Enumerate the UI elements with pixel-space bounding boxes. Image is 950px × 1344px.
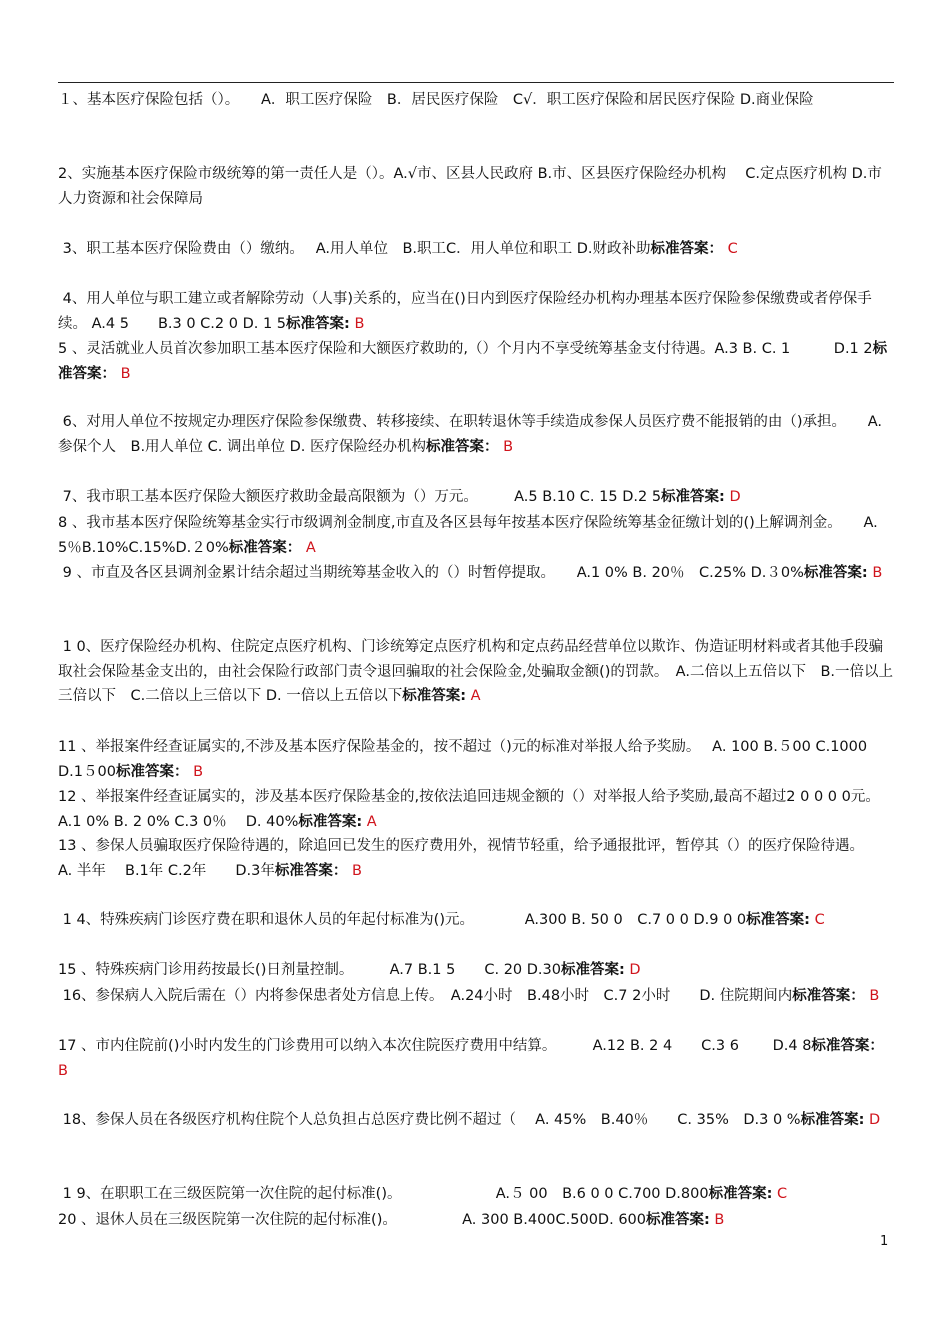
answer-label: 标准答案： <box>811 1038 884 1054</box>
answer-value: D <box>869 1112 881 1128</box>
answer-label: 标准答案: <box>286 315 350 332</box>
answer-value: A <box>470 688 481 704</box>
question-8 <box>58 511 894 560</box>
answer-value: B <box>58 1062 68 1079</box>
question-16 <box>58 984 894 1009</box>
answer-label: 标准答案： <box>274 862 348 879</box>
answer-value: D <box>729 489 741 505</box>
question-text: 1 0、医疗保险经办机构、住院定点医疗机构、门诊统筹定点医疗机构和定点药品经营单位以欺诈、伪造证明材料或者其他手段骗取社会保险基金支出的，由社会保险行政部门责令退回骗取的社会保险金,处骗取金额()的罚款。 A.二倍以上五倍以下 B.一倍以上三倍以下 C.二倍以上三倍以下 D. 一倍以上五倍以下 <box>58 639 893 704</box>
question-text: １、基本医疗保险包括（）。 A．职工医疗保险 B．居民医疗保险 C√．职工医疗保险和居民医疗保险 D.商业保险 <box>58 92 814 108</box>
question-5 <box>58 337 894 386</box>
answer-label: 标准答案： <box>426 438 499 455</box>
question-text: 11 、举报案件经查证属实的,不涉及基本医疗保险基金的，按不超过（)元的标准对举报人给予奖励。 A. 100 B.５00 C.1000 D.1５00 <box>58 739 872 780</box>
question-7 <box>58 485 894 510</box>
question-text: 17 、市内住院前()小时内发生的门诊费用可以纳入本次住院医疗费用中结算。 A.12 B. 2 4 C.3 6 D.4 8 <box>58 1038 812 1054</box>
answer-label: 标准答案: <box>746 912 810 928</box>
question-text: 1 9、在职职工在三级医院第一次住院的起付标准()。 A.５ 00 B.6 0 0 C.700 D.800 <box>58 1186 709 1202</box>
question-17 <box>58 1034 894 1083</box>
answer-label: 标准答案： <box>115 763 189 780</box>
question-text: 9 、市直及各区县调剂金累计结余超过当期统筹基金收入的（）时暂停提取。 A.1 0% B. 20％ C.25% D.３0% <box>58 565 804 581</box>
answer-label: 标准答案: <box>800 1112 865 1128</box>
answer-value: B <box>714 1212 725 1228</box>
page-number: 1 <box>880 1234 889 1249</box>
question-1 <box>58 88 894 113</box>
answer-label: 标准答案: <box>803 565 868 581</box>
question-20 <box>58 1208 894 1233</box>
question-11 <box>58 735 894 784</box>
answer-value: D <box>629 962 641 978</box>
question-text: 8 、我市基本医疗保险统筹基金实行市级调剂金制度,市直及各区县每年按基本医疗保险统筹基金征缴计划的()上解调剂金。 A. 5％B.10%C.15%D.２0% <box>58 515 883 556</box>
answer-label: 标准答案： <box>792 988 865 1004</box>
answer-label: 标准答案: <box>402 688 467 704</box>
question-12 <box>58 785 902 834</box>
question-14 <box>58 908 894 933</box>
question-15 <box>58 958 894 983</box>
answer-label: 标准答案: <box>646 1212 710 1228</box>
answer-label: 标准答案： <box>228 539 302 556</box>
question-2 <box>58 162 894 211</box>
question-text: 5 、灵活就业人员首次参加职工基本医疗保险和大额医疗救助的,（）个月内不享受统筹基金支付待遇。A.3 B. C. 1 D.1 2 <box>58 341 873 357</box>
answer-value: B <box>354 315 365 332</box>
answer-value: C <box>777 1186 788 1202</box>
answer-label: 标准答案: <box>560 962 625 978</box>
question-6 <box>58 410 894 459</box>
question-text: 12 、举报案件经查证属实的，涉及基本医疗保险基金的,按依法追回违规金额的（）对举报人给予奖励,最高不超过2 0 0 0 0元。 A.1 0% B. 2 0% C.3 0％ D. 40% <box>58 789 902 830</box>
answer-label: 标准答案: <box>298 813 363 830</box>
question-9 <box>58 561 894 586</box>
answer-label: 标准答案: <box>661 489 725 505</box>
answer-value: B <box>193 763 204 780</box>
answer-value: A <box>305 539 316 556</box>
question-10 <box>58 635 894 709</box>
answer-label: 标准答案： <box>58 341 888 382</box>
question-text: 1 4、特殊疾病门诊医疗费在职和退休人员的年起付标准为()元。 A.300 B. 50 0 C.7 0 0 D.9 0 0 <box>58 912 747 928</box>
answer-value: B <box>351 862 362 879</box>
question-19 <box>58 1182 894 1207</box>
answer-value: B <box>120 365 131 382</box>
question-text: 18、参保人员在各级医疗机构住院个人总负担占总医疗费比例不超过（ A. 45% B.40％ C. 35% D.3 0 % <box>58 1112 801 1128</box>
question-18 <box>58 1108 894 1133</box>
question-text: 2、实施基本医疗保险市级统筹的第一责任人是（）。A.√市、区县人民政府 B.市、区县医疗保险经办机构 C.定点医疗机构 D.市人力资源和社会保障局 <box>58 166 882 207</box>
answer-value: C <box>814 912 825 928</box>
answer-label: 标准答案: <box>708 1186 773 1202</box>
question-text: 3、职工基本医疗保险费由（）缴纳。 A.用人单位 B.职工C．用人单位和职工 D.财政补助 <box>58 241 651 257</box>
answer-value: B <box>869 988 880 1004</box>
answer-value: B <box>872 565 883 581</box>
question-4 <box>58 287 894 336</box>
question-text: 15 、特殊疾病门诊用药按最长()日剂量控制。 A.7 B.1 5 C. 20 D.30 <box>58 962 561 978</box>
question-text: 4、用人单位与职工建立或者解除劳动（人事)关系的，应当在()日内到医疗保险经办机构办理基本医疗保险参保缴费或者停保手续。 A.4 5 B.3 0 C.2 0 D. 1 5 <box>58 291 872 332</box>
answer-value: A <box>366 813 377 830</box>
question-13 <box>58 834 894 883</box>
answer-value: C <box>727 241 738 257</box>
answer-label: 标准答案： <box>650 241 724 257</box>
question-text: 7、我市职工基本医疗保险大额医疗救助金最高限额为（）万元。 A.5 B.10 C. 15 D.2 5 <box>58 489 662 505</box>
question-text: 16、参保病人入院后需在（）内将参保患者处方信息上传。 A.24小时 B.48小时 C.7 2小时 D. 住院期间内 <box>58 988 793 1004</box>
question-text: 13 、参保人员骗取医疗保险待遇的，除追回已发生的医疗费用外，视情节轻重，给予通报批评，暂停其（）的医疗保险待遇。 A. 半年 B.1年 C.2年 D.3年 <box>58 838 886 879</box>
question-text: 6、对用人单位不按规定办理医疗保险参保缴费、转移接续、在职转退休等手续造成参保人员医疗费不能报销的由（)承担。 A.参保个人 B.用人单位 C. 调出单位 D. 医疗保险经办机构 <box>58 414 883 455</box>
question-3 <box>58 237 894 262</box>
answer-value: B <box>503 438 514 455</box>
question-text: 20 、退休人员在三级医院第一次住院的起付标准()。 A. 300 B.400C.500D. 600 <box>58 1212 646 1228</box>
header-rule <box>58 82 894 83</box>
